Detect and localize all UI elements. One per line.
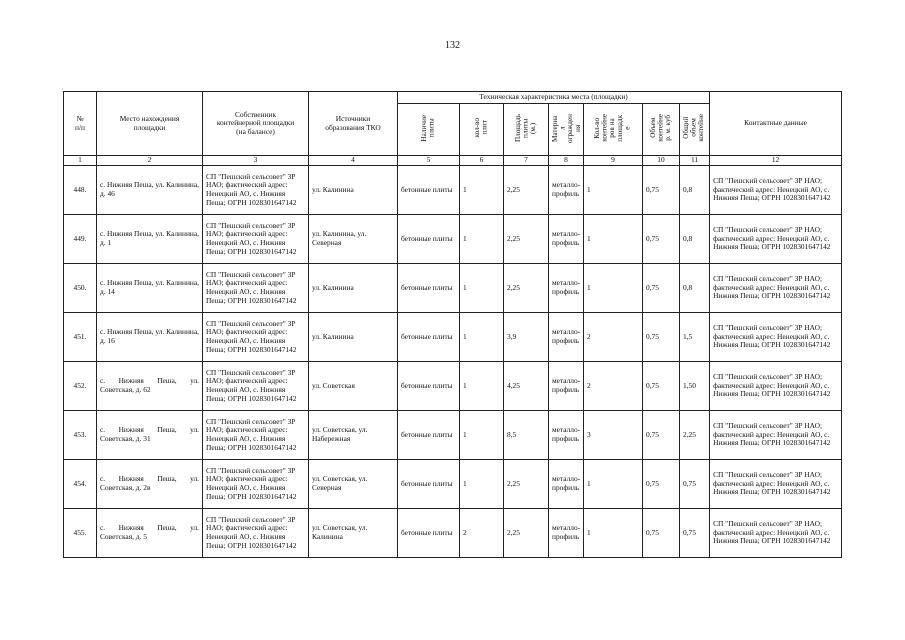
container-volume: 0,75 [643, 215, 680, 264]
waste-source: ул. Советская, ул. Северная [309, 460, 398, 509]
row-number: 449. [64, 215, 97, 264]
table-row [64, 509, 842, 558]
header-contact: Контактные данные [710, 92, 842, 156]
total-volume: 0,8 [680, 215, 710, 264]
fence-material: металло-профиль [549, 509, 584, 558]
plate-presence: бетонные плиты [398, 215, 460, 264]
waste-source: ул. Калинина [309, 313, 398, 362]
table-row [64, 166, 842, 215]
fence-material: металло-профиль [549, 411, 584, 460]
plate-presence: бетонные плиты [398, 411, 460, 460]
contact-info: СП "Пешский сельсовет" ЗР НАО; фактический адрес: Ненецкий АО, с. Нижняя Пеша; ОГРН 1028301647142 [710, 215, 842, 264]
site-location: с. Нижняя Пеша, ул. Советская, д. 31 [97, 411, 203, 460]
plate-area: 4,25 [504, 362, 549, 411]
container-volume: 0,75 [643, 411, 680, 460]
waste-source: ул. Советская, ул. Калинина [309, 509, 398, 558]
plate-count: 1 [460, 264, 504, 313]
column-number: 5 [398, 156, 460, 166]
table-row [64, 362, 842, 411]
waste-source: ул. Калинина, ул. Северная [309, 215, 398, 264]
column-number: 11 [680, 156, 710, 166]
column-number: 4 [309, 156, 398, 166]
site-owner: СП "Пешский сельсовет" ЗР НАО; фактический адрес: Ненецкий АО, с. Нижняя Пеша; ОГРН 1028301647142 [203, 215, 309, 264]
plate-count: 1 [460, 362, 504, 411]
site-owner: СП "Пешский сельсовет" ЗР НАО; фактический адрес: Ненецкий АО, с. Нижняя Пеша; ОГРН 1028301647142 [203, 460, 309, 509]
column-number: 9 [584, 156, 643, 166]
plate-area: 2,25 [504, 215, 549, 264]
plate-area: 3,9 [504, 313, 549, 362]
container-count: 1 [584, 215, 643, 264]
plate-area: 2,25 [504, 264, 549, 313]
table-row [64, 215, 842, 264]
header-total-volume: Общий объем контейне [680, 104, 710, 156]
site-location: с. Нижняя Пеша, ул. Советская, д. 62 [97, 362, 203, 411]
site-owner: СП "Пешский сельсовет" ЗР НАО; фактический адрес: Ненецкий АО, с. Нижняя Пеша; ОГРН 1028301647142 [203, 313, 309, 362]
header-plate: Наличие плиты [398, 104, 460, 156]
container-volume: 0,75 [643, 166, 680, 215]
container-sites-table [63, 91, 842, 558]
column-number: 1 [64, 156, 97, 166]
plate-area: 2,25 [504, 460, 549, 509]
site-location: с. Нижняя Пеша, ул. Калинина, д. 1 [97, 215, 203, 264]
container-count: 1 [584, 460, 643, 509]
row-number: 454. [64, 460, 97, 509]
column-numbers-row [64, 156, 842, 166]
header-fence-material: Материа л огражден ия [549, 104, 584, 156]
header-plate-area: Площадь плиты (м.) [504, 104, 549, 156]
contact-info: СП "Пешский сельсовет" ЗР НАО; фактический адрес: Ненецкий АО, с. Нижняя Пеша; ОГРН 1028301647142 [710, 460, 842, 509]
header-container-count: Кол-во контейне ров на площадк е [584, 104, 643, 156]
row-number: 448. [64, 166, 97, 215]
fence-material: металло-профиль [549, 313, 584, 362]
plate-area: 2,25 [504, 509, 549, 558]
site-owner: СП "Пешский сельсовет" ЗР НАО; фактический адрес: Ненецкий АО, с. Нижняя Пеша; ОГРН 1028301647142 [203, 411, 309, 460]
waste-source: ул. Калинина [309, 166, 398, 215]
plate-count: 1 [460, 313, 504, 362]
column-number: 3 [203, 156, 309, 166]
fence-material: металло-профиль [549, 460, 584, 509]
header-container-volume: Объем контейне р. м. куб [643, 104, 680, 156]
plate-area: 2,25 [504, 166, 549, 215]
table-row [64, 460, 842, 509]
waste-source: ул. Советская, ул. Набережная [309, 411, 398, 460]
container-count: 2 [584, 362, 643, 411]
header-source: Источники образования ТКО [309, 92, 398, 156]
header-place: Место нахождения площадки [97, 92, 203, 156]
site-owner: СП "Пешский сельсовет" ЗР НАО; фактический адрес: Ненецкий АО, с. Нижняя Пеша; ОГРН 1028301647142 [203, 362, 309, 411]
row-number: 453. [64, 411, 97, 460]
contact-info: СП "Пешский сельсовет" ЗР НАО; фактический адрес: Ненецкий АО, с. Нижняя Пеша; ОГРН 1028301647142 [710, 313, 842, 362]
plate-count: 1 [460, 166, 504, 215]
site-location: с. Нижняя Пеша, ул. Калинина, д. 46 [97, 166, 203, 215]
column-number: 12 [710, 156, 842, 166]
table-row [64, 264, 842, 313]
site-location: с. Нижняя Пеша, ул. Калинина, д. 16 [97, 313, 203, 362]
contact-info: СП "Пешский сельсовет" ЗР НАО; фактический адрес: Ненецкий АО, с. Нижняя Пеша; ОГРН 1028301647142 [710, 264, 842, 313]
plate-count: 1 [460, 460, 504, 509]
container-count: 1 [584, 509, 643, 558]
fence-material: металло-профиль [549, 362, 584, 411]
container-volume: 0,75 [643, 362, 680, 411]
row-number: 452. [64, 362, 97, 411]
site-owner: СП "Пешский сельсовет" ЗР НАО; фактический адрес: Ненецкий АО, с. Нижняя Пеша; ОГРН 1028301647142 [203, 264, 309, 313]
fence-material: металло-профиль [549, 264, 584, 313]
total-volume: 1,50 [680, 362, 710, 411]
contact-info: СП "Пешский сельсовет" ЗР НАО; фактический адрес: Ненецкий АО, с. Нижняя Пеша; ОГРН 1028301647142 [710, 509, 842, 558]
fence-material: металло-профиль [549, 215, 584, 264]
header-plate-count: кол-во плит [460, 104, 504, 156]
table-body [64, 166, 842, 558]
total-volume: 0,8 [680, 166, 710, 215]
page-number: 132 [445, 40, 460, 51]
total-volume: 2,25 [680, 411, 710, 460]
row-number: 451. [64, 313, 97, 362]
total-volume: 0,8 [680, 264, 710, 313]
column-number: 6 [460, 156, 504, 166]
container-count: 2 [584, 313, 643, 362]
row-number: 450. [64, 264, 97, 313]
contact-info: СП "Пешский сельсовет" ЗР НАО; фактический адрес: Ненецкий АО, с. Нижняя Пеша; ОГРН 1028301647142 [710, 362, 842, 411]
fence-material: металло-профиль [549, 166, 584, 215]
site-owner: СП "Пешский сельсовет" ЗР НАО; фактический адрес: Ненецкий АО, с. Нижняя Пеша; ОГРН 1028301647142 [203, 166, 309, 215]
container-count: 1 [584, 264, 643, 313]
container-count: 1 [584, 166, 643, 215]
header-tech-group: Техническая характеристика места (площадки) [398, 92, 710, 104]
table-row [64, 411, 842, 460]
total-volume: 0,75 [680, 509, 710, 558]
waste-source: ул. Советская [309, 362, 398, 411]
column-number: 2 [97, 156, 203, 166]
container-volume: 0,75 [643, 264, 680, 313]
site-location: с. Нижняя Пеша, ул. Советская, д. 5 [97, 509, 203, 558]
total-volume: 0,75 [680, 460, 710, 509]
column-number: 10 [643, 156, 680, 166]
plate-count: 1 [460, 215, 504, 264]
site-owner: СП "Пешский сельсовет" ЗР НАО; фактический адрес: Ненецкий АО, с. Нижняя Пеша; ОГРН 1028301647142 [203, 509, 309, 558]
column-number: 8 [549, 156, 584, 166]
site-location: с. Нижняя Пеша, ул. Советская, д. 2в [97, 460, 203, 509]
plate-presence: бетонные плиты [398, 460, 460, 509]
plate-presence: бетонные плиты [398, 313, 460, 362]
container-count: 3 [584, 411, 643, 460]
container-volume: 0,75 [643, 313, 680, 362]
container-volume: 0,75 [643, 460, 680, 509]
container-volume: 0,75 [643, 509, 680, 558]
waste-source: ул. Калинина [309, 264, 398, 313]
header-row-top [64, 92, 842, 104]
plate-count: 2 [460, 509, 504, 558]
row-number: 455. [64, 509, 97, 558]
plate-presence: бетонные плиты [398, 264, 460, 313]
plate-presence: бетонные плиты [398, 362, 460, 411]
plate-presence: бетонные плиты [398, 166, 460, 215]
column-number: 7 [504, 156, 549, 166]
site-location: с. Нижняя Пеша, ул. Калинина, д. 14 [97, 264, 203, 313]
header-number: № п/п [64, 92, 97, 156]
header-owner: Собственник контейнерной площадки (на балансе) [203, 92, 309, 156]
contact-info: СП "Пешский сельсовет" ЗР НАО; фактический адрес: Ненецкий АО, с. Нижняя Пеша; ОГРН 1028301647142 [710, 166, 842, 215]
plate-area: 8,5 [504, 411, 549, 460]
plate-count: 1 [460, 411, 504, 460]
contact-info: СП "Пешский сельсовет" ЗР НАО; фактический адрес: Ненецкий АО, с. Нижняя Пеша; ОГРН 1028301647142 [710, 411, 842, 460]
table-row [64, 313, 842, 362]
plate-presence: бетонные плиты [398, 509, 460, 558]
total-volume: 1,5 [680, 313, 710, 362]
